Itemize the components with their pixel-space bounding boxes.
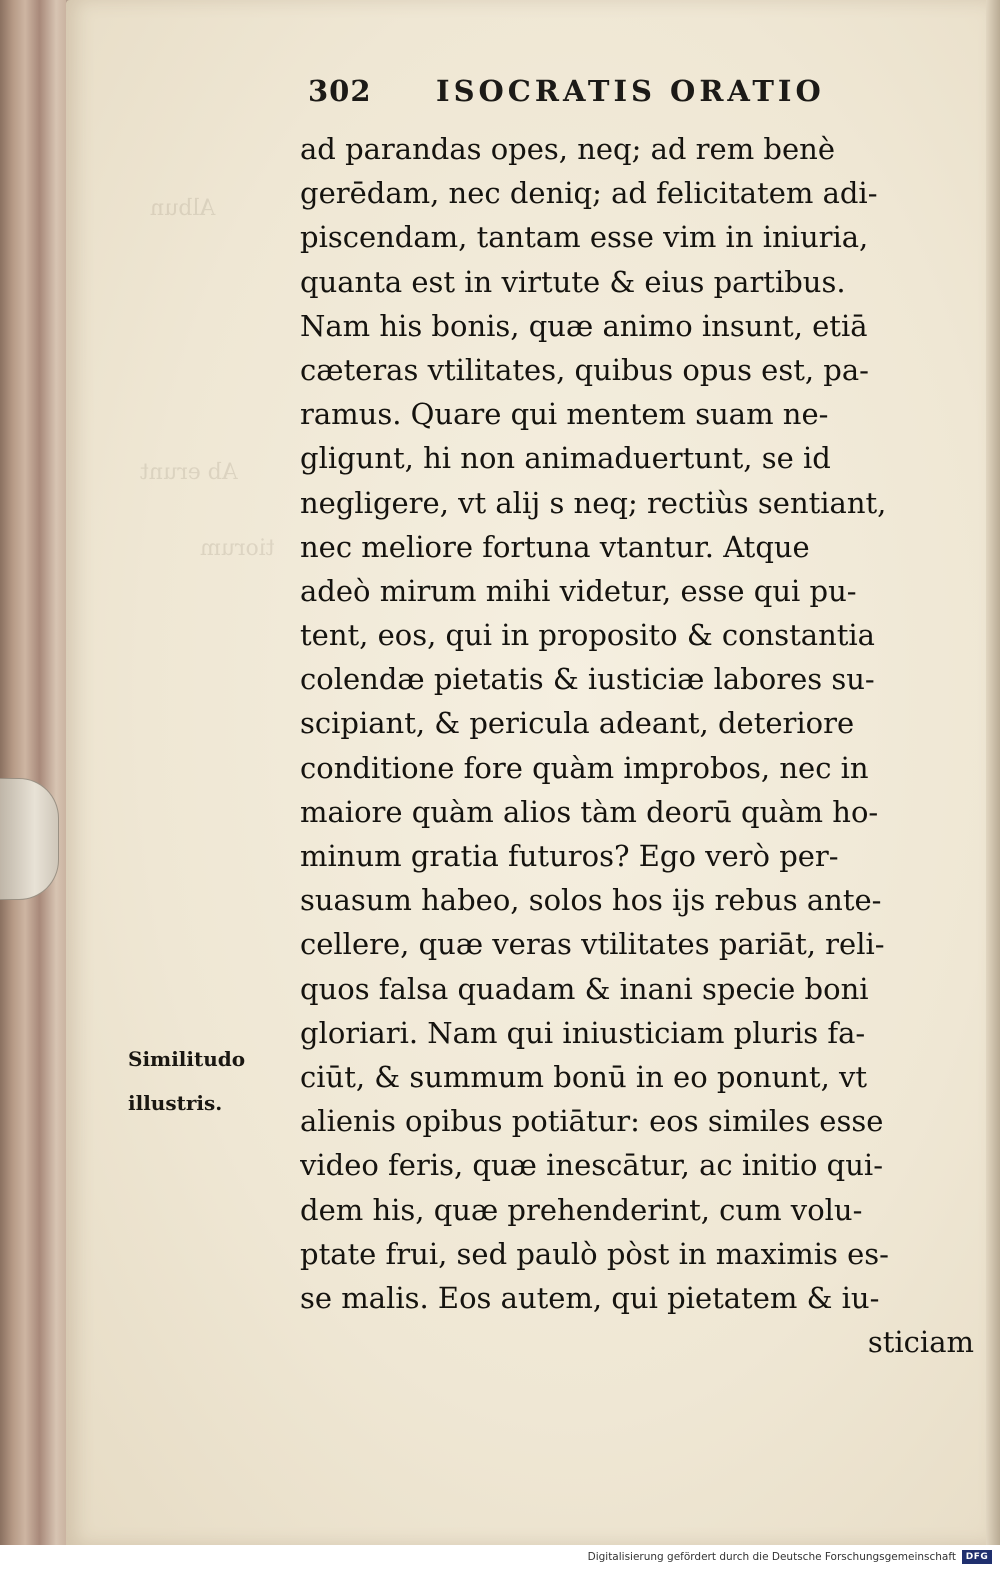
text-line: gloriari. Nam qui iniusticiam pluris fa- [300,1015,866,1050]
dfg-logo-icon: DFG [962,1550,992,1564]
text-line: Nam his bonis, quæ animo insunt, etiā [300,308,868,343]
book-clasp [0,778,59,900]
gutter-edge [986,0,1000,1545]
margin-note-line: Similitudo [128,1047,246,1071]
text-line: adeò mirum mihi videtur, esse qui pu- [300,573,857,608]
text-line: quos falsa quadam & inani specie boni [300,971,869,1006]
show-through-text: Albun [150,196,216,221]
body-text [300,127,988,1364]
text-line: tent, eos, qui in proposito & constantia [300,618,875,653]
show-through-text: tiorum [200,536,275,561]
text-line: gerēdam, nec deniq; ad felicitatem adi- [300,176,878,211]
text-line: nec meliore fortuna vtantur. Atque [300,529,810,564]
text-line: cæteras vtilitates, quibus opus est, pa- [300,352,869,387]
text-line: se malis. Eos autem, qui pietatem & iu- [300,1280,880,1315]
footer-credit: Digitalisierung gefördert durch die Deutsche Forschungsgemeinschaft [587,1551,956,1563]
catchword: sticiam [867,1325,974,1360]
running-head [308,70,888,110]
text-line: piscendam, tantam esse vim in iniuria, [300,220,869,255]
text-line: colendæ pietatis & iusticiæ labores su- [300,662,875,697]
page-number: 302 [308,74,372,108]
text-line: scipiant, & pericula adeant, deteriore [300,706,855,741]
text-line: quanta est in virtute & eius partibus. [300,264,846,299]
text-line: maiore quàm alios tàm deorū quàm ho- [300,794,879,829]
text-line: conditione fore quàm improbos, nec in [300,750,869,785]
text-line: cellere, quæ veras vtilitates pariāt, reli- [300,927,885,962]
text-line: negligere, vt alij s neq; rectiùs sentiant, [300,485,887,520]
margin-note [128,1037,288,1125]
running-title: ISOCRATIS ORATIO [436,74,825,108]
margin-note-line: illustris. [128,1091,223,1115]
text-line: minum gratia futuros? Ego verò per- [300,839,839,873]
text-line: ad parandas opes, neq; ad rem benè [300,132,835,166]
text-line: dem his, quæ prehenderint, cum volu- [300,1192,863,1227]
text-line: alienis opibus potiātur: eos similes esse [300,1104,884,1139]
text-line: ciūt, & summum bonū in eo ponunt, vt [300,1059,868,1094]
show-through-text: Ab erunt [140,460,238,485]
text-line: ptate frui, sed paulò pòst in maximis es- [300,1236,889,1271]
text-line: ramus. Quare qui mentem suam ne- [300,397,829,432]
text-line: gligunt, hi non animaduertunt, se id [300,441,831,476]
text-line: suasum habeo, solos hos ijs rebus ante- [300,883,882,918]
text-line: video feris, quæ inescātur, ac initio qui- [300,1148,884,1183]
